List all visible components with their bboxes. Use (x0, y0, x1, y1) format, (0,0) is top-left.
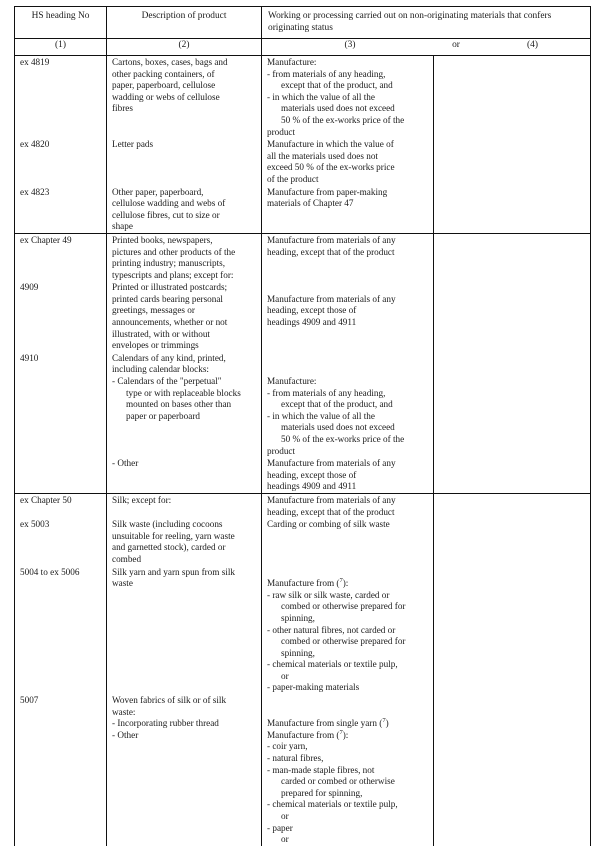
text-line: 4909 (20, 282, 39, 293)
header-num-1: (1) (15, 39, 107, 56)
text-line: Letter pads (112, 139, 154, 150)
text-line: materials used does not exceed (281, 422, 395, 433)
cell-hs-heading (15, 518, 107, 565)
cell-rule-alt (434, 694, 591, 846)
text-line: - coir yarn, (267, 741, 308, 752)
header-working-or-processing: Working or processing carried out on non-originating materials that confers originating status (262, 7, 591, 39)
header-row-titles (15, 7, 591, 39)
cell-rule-alt (434, 138, 591, 185)
cell-rule (262, 352, 434, 457)
text-line: product (267, 445, 296, 456)
footnote-marker: 7 (339, 728, 343, 736)
text-line: waste (112, 578, 133, 589)
cell-rule (262, 138, 434, 185)
cell-hs-heading (15, 566, 107, 695)
cell-rule (262, 566, 434, 695)
text-line: - natural fibres, (267, 753, 324, 764)
text-line: or (281, 811, 289, 821)
cell-rule (262, 493, 434, 518)
text-line: materials of Chapter 47 (267, 198, 354, 209)
text-line: waste: (112, 706, 136, 717)
text-line: - raw silk or silk waste, carded or (267, 589, 390, 600)
text-line: - Other (112, 729, 139, 740)
text-line: Manufacture from materials of any (267, 234, 396, 245)
cell-rule (262, 518, 434, 565)
cell-description (107, 518, 262, 565)
text-line: ex Chapter 49 (20, 234, 72, 245)
text-line: ex 4819 (20, 57, 50, 67)
cell-rule-alt (434, 186, 591, 234)
text-line: carded or combed or otherwise (281, 776, 395, 787)
table-body (15, 56, 591, 846)
footnote-marker: 7 (339, 577, 343, 585)
text-line: unsuitable for reeling, yarn waste (112, 530, 235, 541)
text-line: including calendar blocks: (112, 364, 209, 375)
text-line: cellulose fibres, cut to size or (112, 209, 220, 220)
cell-hs-heading (15, 138, 107, 185)
cell-description (107, 694, 262, 846)
text-line: 5007 (20, 695, 39, 706)
text-line: - other natural fibres, not carded or (267, 624, 396, 635)
text-line: except that of the product, and (281, 399, 393, 410)
text-line: ex 5003 (20, 519, 50, 530)
text-line: except that of the product, and (281, 80, 393, 91)
table-row (15, 138, 591, 185)
text-line: Manufacture from single yarn ($^7$) (267, 717, 389, 729)
text-line: Silk yarn and yarn spun from silk (112, 566, 235, 577)
text-line: product (267, 126, 296, 137)
cell-rule-alt (434, 233, 591, 281)
footnote-marker: 7 (382, 717, 386, 725)
header-description-of-product: Description of product (107, 7, 262, 39)
table-header (15, 7, 591, 56)
text-line: mounted on bases other than (126, 399, 232, 410)
cell-rule (262, 56, 434, 139)
text-line: Silk waste (including cocoons (112, 519, 223, 530)
cell-rule (262, 233, 434, 281)
cell-description (107, 352, 262, 457)
text-line: heading, except that of the product (267, 506, 395, 517)
cell-description (107, 457, 262, 493)
cell-description (107, 56, 262, 139)
table-row (15, 56, 591, 139)
cell-rule-alt (434, 56, 591, 139)
text-line: paper, paperboard, cellulose (112, 80, 216, 91)
cell-description (107, 281, 262, 352)
cell-hs-heading (15, 56, 107, 139)
text-line: - from materials of any heading, (267, 387, 386, 398)
cell-rule-alt (434, 352, 591, 457)
cell-hs-heading (15, 281, 107, 352)
text-line: wadding or webs of cellulose (112, 91, 220, 102)
text-line: Calendars of any kind, printed, (112, 352, 226, 363)
text-line: Manufacture from ($^7$): (267, 728, 349, 740)
text-line: ex 4823 (20, 186, 50, 197)
table-row (15, 281, 591, 352)
text-line: - in which the value of all the (267, 91, 375, 102)
text-line: headings 4909 and 4911 (267, 481, 357, 492)
text-line: - chemical materials or textile pulp, (267, 799, 398, 810)
cell-hs-heading (15, 186, 107, 234)
text-line: of the product (267, 173, 319, 184)
text-line: Manufacture from ($^7$): (267, 577, 349, 589)
table-row (15, 694, 591, 846)
text-line: printed cards bearing personal (112, 293, 223, 304)
text-line: greetings, messages or (112, 305, 195, 316)
text-line: Carding or combing of silk waste (267, 519, 390, 530)
text-line: 50 % of the ex-works price of the (281, 114, 405, 125)
cell-rule-alt (434, 566, 591, 695)
text-line: Other paper, paperboard, (112, 186, 204, 197)
text-line: Manufacture from materials of any (267, 458, 396, 469)
text-line: typescripts and plans; except for: (112, 269, 234, 280)
text-line: shape (112, 221, 133, 232)
text-line: combed or otherwise prepared for (281, 636, 406, 647)
text-line: exceed 50 % of the ex-works price (267, 162, 395, 173)
text-line: fibres (112, 103, 133, 114)
table-row (15, 186, 591, 234)
text-line: - Incorporating rubber thread (112, 718, 219, 729)
header-num-3: (3) (344, 40, 356, 50)
text-line: spinning, (281, 647, 315, 658)
text-line: 4910 (20, 352, 39, 363)
cell-description (107, 138, 262, 185)
header-hs-heading-no: HS heading No (15, 7, 107, 39)
header-row-numbers (15, 39, 591, 56)
text-line: - Calendars of the "perpetual" (112, 376, 222, 387)
text-line: pictures and other products of the (112, 246, 236, 257)
text-line: paper or paperboard (126, 410, 200, 421)
header-or-label: or (452, 40, 460, 50)
text-line: Cartons, boxes, cases, bags and (112, 57, 228, 67)
cell-hs-heading (15, 233, 107, 281)
table-row (15, 493, 591, 518)
origin-rules-table (14, 6, 591, 846)
text-line: - in which the value of all the (267, 410, 375, 421)
text-line: illustrated, with or without (112, 328, 210, 339)
text-line: headings 4909 and 4911 (267, 317, 357, 328)
text-line: other packing containers, of (112, 68, 215, 79)
text-line: materials used does not exceed (281, 103, 395, 114)
text-line: prepared for spinning, (281, 787, 363, 798)
text-line: spinning, (281, 612, 315, 623)
text-line: Manufacture in which the value of (267, 139, 394, 150)
text-line: - paper-making materials (267, 682, 360, 693)
header-num-4: (4) (527, 40, 538, 50)
text-line: Woven fabrics of silk or of silk (112, 695, 227, 706)
text-line: - man-made staple fibres, not (267, 764, 375, 775)
text-line: combed or otherwise prepared for (281, 601, 406, 612)
text-line: heading, except those of (267, 305, 357, 316)
text-line: - paper (267, 822, 293, 833)
text-line: Manufacture from paper-making (267, 186, 388, 197)
text-line: Printed books, newspapers, (112, 234, 213, 245)
text-line: 50 % of the ex-works price of the (281, 434, 405, 444)
text-line: - chemical materials or textile pulp, (267, 659, 398, 670)
cell-hs-heading (15, 493, 107, 518)
cell-rule (262, 186, 434, 234)
text-line: 5004 to ex 5006 (20, 566, 80, 577)
text-line: printing industry; manuscripts, (112, 258, 226, 269)
text-line: - from materials of any heading, (267, 68, 386, 79)
text-line: Manufacture: (267, 376, 317, 387)
text-line: all the materials used does not (267, 150, 378, 161)
cell-rule (262, 457, 434, 493)
cell-description (107, 493, 262, 518)
header-num-2: (2) (107, 39, 262, 56)
text-line: Manufacture from materials of any (267, 293, 396, 304)
cell-description (107, 186, 262, 234)
cell-rule-alt (434, 493, 591, 518)
text-line: Silk; except for: (112, 494, 172, 505)
table-row (15, 457, 591, 493)
table-row (15, 233, 591, 281)
text-line: and garnetted stock), carded or (112, 542, 226, 553)
table-row (15, 518, 591, 565)
text-line: envelopes or trimmings (112, 340, 199, 351)
cell-description (107, 566, 262, 695)
table-row (15, 566, 591, 695)
text-line: heading, except those of (267, 469, 357, 480)
cell-description (107, 233, 262, 281)
cell-rule-alt (434, 281, 591, 352)
header-num-3-4 (262, 39, 591, 56)
table-row (15, 352, 591, 457)
cell-hs-heading (15, 457, 107, 493)
cell-rule-alt (434, 457, 591, 493)
text-line: Printed or illustrated postcards; (112, 282, 228, 293)
text-line: Manufacture from materials of any (267, 494, 396, 505)
text-line: type or with replaceable blocks (126, 387, 241, 398)
cell-hs-heading (15, 352, 107, 457)
cell-rule (262, 694, 434, 846)
text-line: - Other (112, 458, 139, 469)
cell-rule (262, 281, 434, 352)
text-line: ex 4820 (20, 139, 50, 150)
text-line: combed (112, 553, 142, 564)
text-line: or (281, 670, 289, 681)
cell-rule-alt (434, 518, 591, 565)
text-line: announcements, whether or not (112, 317, 228, 328)
text-line: cellulose wadding and webs of (112, 198, 226, 209)
text-line: heading, except that of the product (267, 246, 395, 257)
text-line: Manufacture: (267, 57, 317, 67)
text-line: ex Chapter 50 (20, 494, 72, 505)
cell-hs-heading (15, 694, 107, 846)
text-line: or (281, 834, 289, 845)
